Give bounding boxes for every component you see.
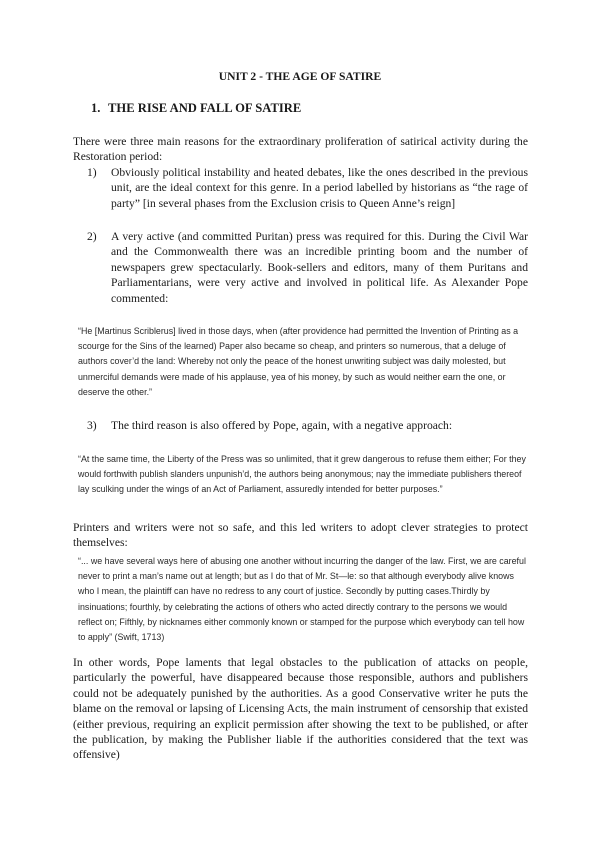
- conclusion-paragraph: In other words, Pope laments that legal obstacles to the publication of attacks on people, particularly the powerful, have disappeared because those responsible, authors and publishers could not be adequately punished by the authorities. As a good Conservative writer he puts the blame on the removal or lapsing of Licensing Acts, the main instrument of censorship that existed (either previous, requiring an explicit permission after showing the text to be published, or after the publication, by making the Publisher liable if the authorities considered that the text was offensive): [73, 656, 528, 762]
- reason-marker: 3): [87, 419, 97, 432]
- unit-title: UNIT 2 - THE AGE OF SATIRE: [218, 70, 382, 83]
- pope-quote-1: “He [Martinus Scriblerus] lived in those days, when (after providence had permitted the Invention of Printing as a scourge for the Sins of the learned) Paper also became so cheap, and printers so numerous, that a deluge of authors cover’d the land: Whereby not only the peace of the honest unwriting subject was daily molested, but unmerciful demands were made of his applause, yea of his money, by such as would neither earn the one, or deserve the other.”: [78, 326, 519, 397]
- swift-quote: “... we have several ways here of abusing one another without incurring the danger of the law. First, we are careful never to print a man’s name out at length; but as I do that of Mr. St—le: so that although everybody alive knows who I mean, the plaintiff can have no redress to any court of justice. Secondly by putting cases.Thirdly by insinuations; fourthly, by celebrating the actions of others who acted directly contrary to the persons we would reflect on; Fifthly, by nicknames either commonly known or stamped for the purpose which everybody can tell how to apply” (Swift, 1713): [78, 556, 526, 643]
- reason-marker: 1): [87, 166, 97, 179]
- reason-text: Obviously political instability and heated debates, like the ones described in the previous unit, are the ideal context for this genre. In a period labelled by historians as “the rage of party” [in several phases from the Exclusion crisis to Queen Anne’s reign]: [111, 166, 528, 210]
- section-title: THE RISE AND FALL OF SATIRE: [108, 101, 302, 115]
- pope-quote-2: “At the same time, the Liberty of the Press was so unlimited, that it grew dangerous to refuse them either; For they would forthwith publish slanders unpunish’d, the authors being anonymous; nay the immediate publishers thereof lay sculking under the wings of an Act of Parliament, assuredly intended for better purposes.”: [78, 454, 526, 495]
- printers-paragraph: Printers and writers were not so safe, and this led writers to adopt clever strategies to protect themselves:: [73, 521, 528, 550]
- section-number: 1.: [91, 101, 101, 115]
- reason-item-2: [87, 229, 528, 306]
- reason-item-1: [87, 165, 528, 211]
- reason-text: The third reason is also offered by Pope, again, with a negative approach:: [111, 419, 453, 432]
- reason-item-3: [87, 418, 528, 433]
- intro-paragraph: There were three main reasons for the extraordinary proliferation of satirical activity during the Restoration period:: [73, 135, 528, 164]
- reason-text: A very active (and committed Puritan) press was required for this. During the Civil War and the Commonwealth there was an incredible printing boom and the number of newspapers grew spectacularly. Book-sellers and editors, many of them Puritans and Parliamentarians, were very active and involved in political life. As Alexander Pope commented:: [111, 230, 528, 305]
- reason-marker: 2): [87, 230, 97, 243]
- section-heading: [91, 101, 531, 116]
